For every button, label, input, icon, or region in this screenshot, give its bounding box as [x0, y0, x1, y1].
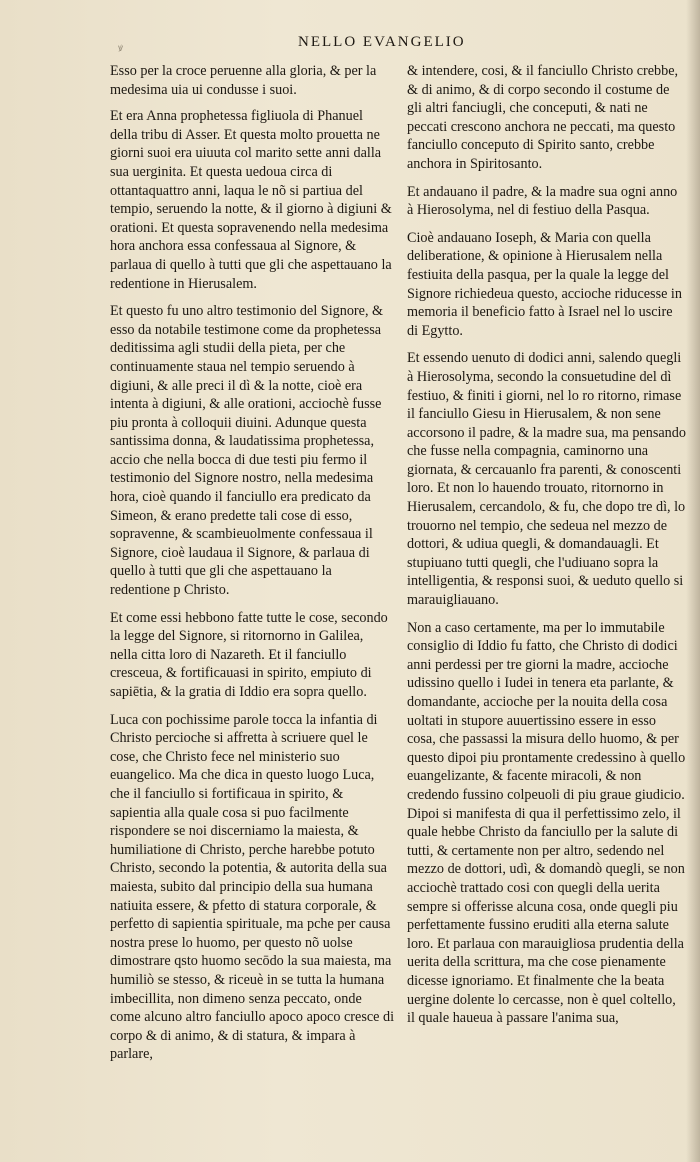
- page-edge-shadow: [686, 0, 700, 1162]
- paragraph: Non a caso certamente, ma per lo immutabile consiglio di Iddio fu fatto, che Christo di dodici anni perdessi per tre giorni la madre, accioche udissino quello i Iudei in tenera eta parlante, & domandante, accioche per la nouita della cosa uoltati in stupore auuertissino essere in esso cosa, che passassi la misura dello huomo, & per questo dipoi piu prontamente credessino à quello euangelizante, & facente miracoli, & non credendo fussino colpeuoli di piu graue giudicio. Dipoi si manifesta di qua il perfettissimo zelo, il quale hebbe Christo da fanciullo per la salute di tutti, & certamente non per altro, sedendo nel mezzo de dottori, udì, & domandò quegli, se non acciochè trattado cosi con quegli della uerita sempre si offerisse alcuna cosa, onde quegli piu perfettamente fussino eruditi alla eterna salute loro. Et parlaua con marauigliosa prudentia della uerita della scrittura, ma che cose pienamente dicesse ignoriamo. Et finalmente che la beata uergine dolente lo cercasse, non è quel coltello, il quale haueua à passare l'anima sua,: [407, 619, 686, 1027]
- running-head: NELLO EVANGELIO: [298, 34, 466, 50]
- paragraph: Esso per la croce peruenne alla gloria, & per la medesima uia ui condusse i suoi.: [110, 63, 377, 98]
- paragraph: Cioè andauano Ioseph, & Maria con quella deliberatione, & opinione à Hierusalem nella festiuita della pasqua, per la quale la legge del Signore richiedeua questo, accioche riducesse in memoria il beneficio fatto à Israel nel lo uscire di Egytto.: [407, 229, 682, 339]
- right-column: [407, 62, 687, 1037]
- paragraph: Luca con pochissime parole tocca la infantia di Christo percioche si affretta à scriuere quel le cose, che Christo fece nel ministerio suo euangelico. Ma che dica in questo luogo Luca, che il fanciullo si fortificaua in spirito, & sapientia alla quale cosa si puo facilmente rispondere se noi discerniamo la maiesta, & humiliatione di Christo, perche harebbe potuto Christo, secondo la potentia, & autorita della sua maiesta, subito dal principio della sua humana natiuita essere, & pfetto di statura corporale, & perfetto di sapientia spirituale, ma pche per causa nostra prese lo huomo, per questo nõ uolse dimostrare qsto huomo secōdo la sua maiesta, ma humiliò se stesso, & riceuè in se tutta la humana imbecillita, non dimeno senza peccato, onde come alcuno altro fanciullo apoco apoco cresce di corpo & di animo, & di statura, & impara à parlare,: [110, 711, 395, 1063]
- paragraph: Et era Anna prophetessa figliuola di Phanuel della tribu di Asser. Et questa molto prouetta ne giorni suoi era uiuuta col marito sette anni dalla sua uerginita. Et questa uedoua circa di ottantaquattro anni, laqua le nõ si partiua del tempio, seruendo la notte, & il giorno à digiuni & orationi. Et questa sopravenendo nella medesima hora anchora essa confessaua al Signore, & parlaua di quello à tutti que gli che aspettauano la redentione in Hierusalem.: [110, 108, 392, 292]
- paragraph: Et come essi hebbono fatte tutte le cose, secondo la legge del Signore, si ritornorno in Galilea, nella citta loro di Nazareth. Et il fanciullo cresceua, & fortificauasi in spirito, empiuto di sapiētia, & la gratia di Iddio era sopra quello.: [110, 609, 388, 700]
- paragraph: Et andauano il padre, & la madre sua ogni anno à Hierosolyma, nel di festiuo della Pasqua.: [407, 183, 678, 219]
- paragraph: Et essendo uenuto di dodici anni, salendo quegli à Hierosolyma, secondo la consuetudine del dì festiuo, & finiti i giorni, nel lo ro ritorno, rimase il fanciullo Giesu in Hierusalem, & non sene accorsono il padre, & la madre sua, ma pensando che fusse nella compagnia, caminorno una giornata, & cercauanlo fra parenti, & conoscenti loro. Et non lo hauendo trouato, ritornorno in Hierusalem, cercandolo, & fu, che dopo tre dì, lo trouorno nel tempio, che sedeua nel mezzo de dottori, & udiua quegli, & domandauagli. Et stupiuano tutti quegli, che l'udiuano sopra la intelligentia, & responsi suoi, & ueduto quello si marauigliauano.: [407, 350, 686, 609]
- faded-folio-mark: ꝟ: [118, 43, 124, 54]
- paragraph: Et questo fu uno altro testimonio del Signore, & esso da notabile testimone come da prophetessa deditissima agli studii della pieta, per che continuamente staua nel tempio seruendo à digiuni, & alle preci il dì & la notte, cioè era intenta à digiuni, & alle orationi, acciochè fusse piu pronta à colloquii diuini. Adunque questa santissima donna, & laudatissima prophetessa, accio che nella bocca di due testi piu fermo il testimonio del Signore nostro, nella medesima hora, cioè quando il fanciullo era predicato da Simeon, & erano predette tali cose di esso, sopravenne, & scambieuolmente confessaua il Signore, cioè laudaua il Signore, & parlaua di quello à tutti que gli che aspettauano la redentione p Christo.: [110, 303, 384, 599]
- left-column: [110, 62, 394, 1073]
- paragraph: & intendere, cosi, & il fanciullo Christo crebbe, & di animo, & di corpo secondo il costume de gli altri fanciugli, che conceputi, & nati ne peccati crescono anchora ne peccati, ma questo fanciullo conceputo di Spirito santo, crebbe anchora in Spiritosanto.: [407, 63, 679, 172]
